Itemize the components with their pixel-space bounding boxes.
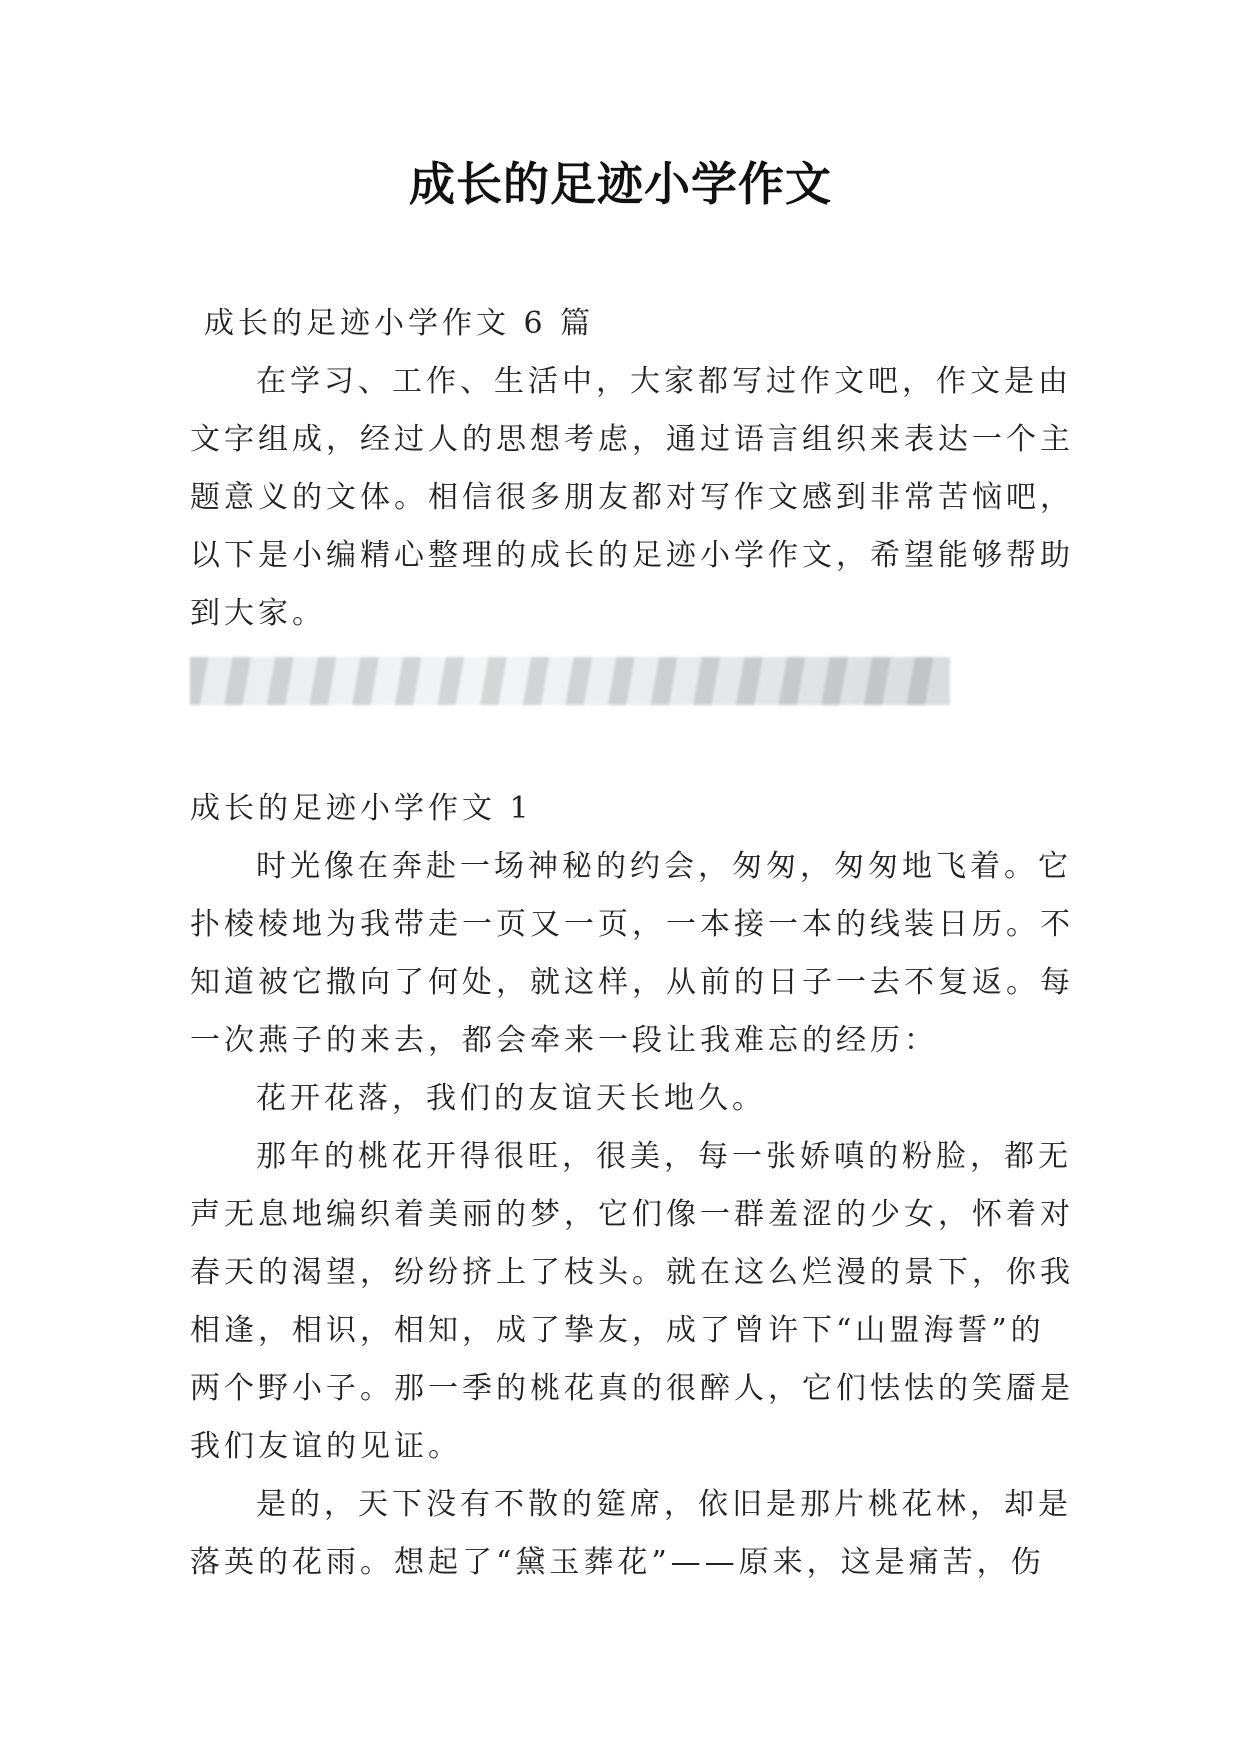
body-paragraph-line: 知道被它撒向了何处，就这样，从前的日子一去不复返。每 bbox=[190, 965, 1074, 1000]
body-paragraph-line: 一次燕子的来去，都会牵来一段让我难忘的经历： bbox=[190, 1023, 938, 1058]
body-paragraph-line: 落英的花雨。想起了“黛玉葬花”——原来，这是痛苦，伤 bbox=[190, 1545, 1045, 1580]
document-title: 成长的足迹小学作文 bbox=[409, 157, 832, 211]
intro-paragraph-line: 到大家。 bbox=[190, 596, 326, 631]
document-subtitle: 成长的足迹小学作文 6 篇 bbox=[204, 306, 595, 341]
body-paragraph-line: 相逢，相识，相知，成了挚友，成了曾许下“山盟海誓”的 bbox=[190, 1313, 1045, 1348]
body-paragraph-line: 花开花落，我们的友谊天长地久。 bbox=[256, 1081, 766, 1116]
intro-paragraph-line: 文字组成，经过人的思想考虑，通过语言组织来表达一个主 bbox=[190, 422, 1074, 457]
section-heading: 成长的足迹小学作文 1 bbox=[190, 791, 533, 826]
body-paragraph-line: 我们友谊的见证。 bbox=[190, 1429, 462, 1464]
blurred-text-image bbox=[190, 657, 950, 705]
body-paragraph-line: 扑棱棱地为我带走一页又一页，一本接一本的线装日历。不 bbox=[190, 907, 1074, 942]
intro-paragraph-line: 题意义的文体。相信很多朋友都对写作文感到非常苦恼吧， bbox=[190, 480, 1074, 515]
body-paragraph-line: 是的，天下没有不散的筵席，依旧是那片桃花林，却是 bbox=[256, 1487, 1072, 1522]
body-paragraph-line: 时光像在奔赴一场神秘的约会，匆匆，匆匆地飞着。它 bbox=[256, 849, 1072, 884]
document-content bbox=[190, 295, 1074, 1592]
body-paragraph-line: 那年的桃花开得很旺，很美，每一张娇嗔的粉脸，都无 bbox=[256, 1139, 1072, 1174]
section-spacer bbox=[190, 705, 1070, 780]
intro-paragraph-line: 在学习、工作、生活中，大家都写过作文吧，作文是由 bbox=[256, 364, 1072, 399]
body-paragraph-line: 两个野小子。那一季的桃花真的很醉人，它们怯怯的笑靥是 bbox=[190, 1371, 1074, 1406]
intro-paragraph-line: 以下是小编精心整理的成长的足迹小学作文，希望能够帮助 bbox=[190, 538, 1074, 573]
body-paragraph-line: 声无息地编织着美丽的梦，它们像一群羞涩的少女，怀着对 bbox=[190, 1197, 1074, 1232]
body-paragraph-line: 春天的渴望，纷纷挤上了枝头。就在这么烂漫的景下，你我 bbox=[190, 1255, 1074, 1290]
